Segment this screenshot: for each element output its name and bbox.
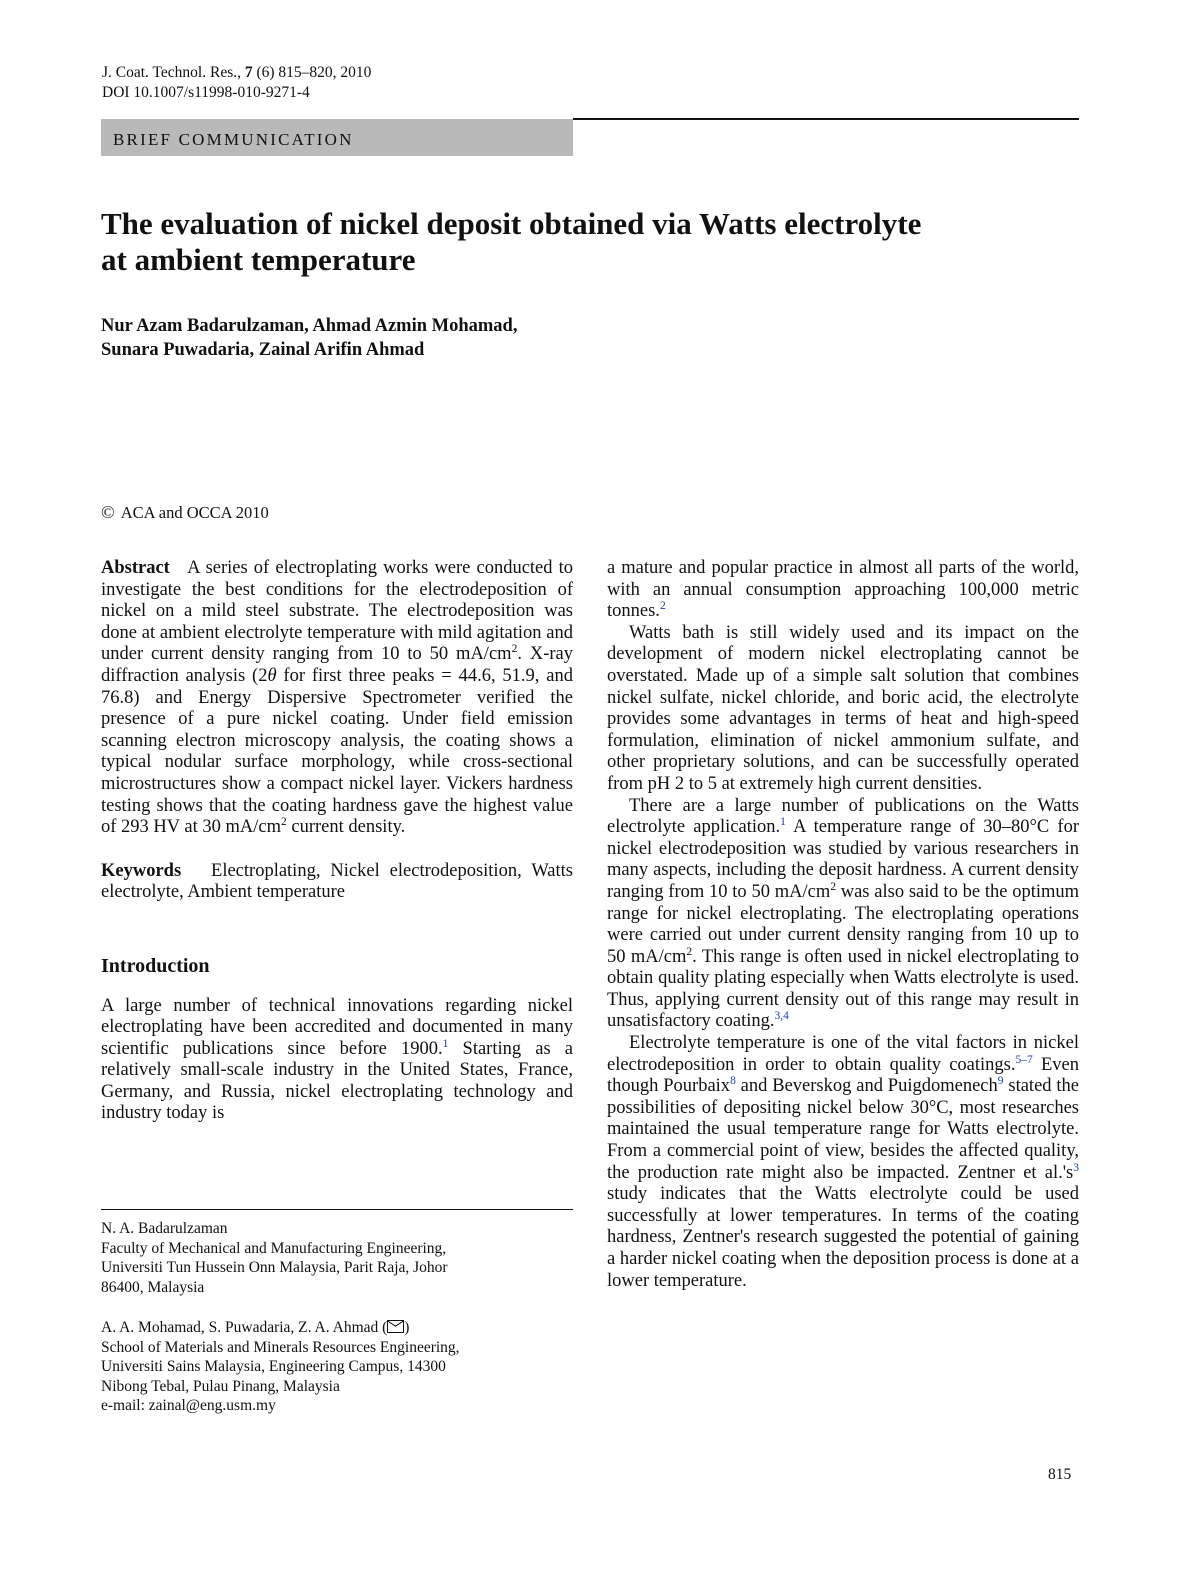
author-list: Nur Azam Badarulzaman, Ahmad Azmin Mohamad, Sunara Puwadaria, Zainal Arifin Ahmad (101, 316, 518, 360)
footnote-rule (101, 1209, 573, 1210)
paper-title: The evaluation of nickel deposit obtained via Watts electrolyte at ambient temperature (101, 206, 922, 277)
reference-link[interactable]: 1 (780, 815, 786, 828)
reference-link[interactable]: 1 (442, 1037, 449, 1050)
envelope-icon (387, 1320, 404, 1333)
reference-link[interactable]: 5–7 (1015, 1053, 1033, 1066)
intro-paragraph-4: Electrolyte temperature is one of the vital factors in nickel electrodeposition in order to obtain quality coatings.$^{5-7}$ Even though Pourbaix$^8$ and Beverskog and Puigdomenech$^9$ stated the possibilities of depositing nickel below 30°C, most researches maintained the usual temperature range for Watts electrolyte. From a commercial point of view, besides the affected quality, the production rate might also be impacted. Zentner et $al.'s^3$ study indicates that the Watts electrolyte could be used successfully at lower temperatures. In terms of the coating hardness, Zentner's research suggested the potential of gaining a harder nickel coating when the deposition process is done at a lower temperature. (607, 1033, 1079, 1291)
volume-number: 7 (244, 64, 253, 81)
reference-link[interactable]: 3,4 (774, 1010, 789, 1023)
header-rule (573, 118, 1079, 120)
journal-citation (102, 63, 371, 103)
author-email[interactable]: e-mail: zainal@eng.usm.my (101, 1397, 276, 1415)
reference-link[interactable]: 3 (1073, 1161, 1079, 1174)
copyright-icon: © (101, 502, 115, 522)
abstract-paragraph: Abstract A series of electroplating works were conducted to investigate the best conditions for the electrodeposition of nickel on a mild steel substrate. The electrodeposition was done at ambient electrolyte temperature with mild agitation and under current density ranging from 10 to 50 $mA/cm^2$. X-ray diffraction analysis (2θ for first three peaks = 44.6, 51.9, and 76.8) and Energy Dispersive Spectrometer verified the presence of a pure nickel coating. Under field emission scanning electron microscopy analysis, the coating shows a typical nodular surface morphology, while cross-sectional microstructures show a compact nickel layer. Vickers hardness testing shows that the coating hardness gave the highest value of 293 HV at 30 $mA/cm^2$ current density. (101, 558, 574, 838)
keywords-label: Keywords (101, 860, 182, 881)
doi-line[interactable]: DOI 10.1007/s11998-010-9271-4 (102, 84, 310, 101)
section-banner: BRIEF COMMUNICATION (101, 119, 573, 156)
intro-paragraph-3: There are a large number of publications on the Watts electrolyte application.$^1$ A temperature range of 30–80°C for nickel electrodeposition was studied by various researchers in many aspects, including the deposit hardness. A current density ranging from 10 to 50 $mA/cm^2$ was also said to be the optimum range for nickel electroplating. The electroplating operations were carried out under current density ranging from 10 up to 50 $mA/cm^2$. This range is often used in nickel electroplating to obtain quality plating especially when Watts electrolyte is used. Thus, applying current density out of this range may result in unsatisfactory coating.$^{3,4}$ (607, 795, 1079, 1032)
intro-paragraph-continued: a mature and popular practice in almost all parts of the world, with an annual consumption approaching 100,000 metric tonnes.$^2$ (607, 558, 1079, 622)
citation-line: J. Coat. Technol. Res., 7 (6) 815–820, 2010 (102, 64, 372, 81)
intro-paragraph-1: A large number of technical innovations regarding nickel electroplating have been accredited and documented in many scientific publications since before 1900.$^1$ Starting as a relatively small-scale industry in the United States, France, Germany, and Russia, nickel electroplating technology and industry today is (101, 995, 574, 1124)
copyright-notice: © ACA and OCCA 2010 (101, 502, 269, 522)
keywords-paragraph: Keywords Electroplating, Nickel electrodeposition, Watts electrolyte, Ambient temperature (101, 860, 573, 903)
abstract-label: Abstract (101, 558, 170, 578)
reference-link[interactable]: 2 (659, 600, 666, 613)
left-column (101, 558, 573, 1125)
affiliation-2: A. A. Mohamad, S. Puwadaria, Z. A. Ahmad ( ) School of Materials and Minerals Resources Engineering, Universiti Sains Malaysia, Engineering Campus, 14300 Nibong Tebal, Pulau Pinang, Malaysia e-mail: zainal@eng.usm.my (101, 1318, 573, 1416)
page-number: 815 (1048, 1466, 1072, 1483)
reference-link[interactable]: 9 (997, 1075, 1004, 1088)
right-column (607, 558, 1079, 1292)
reference-link[interactable]: 8 (730, 1075, 736, 1088)
affiliation-1: N. A. Badarulzaman Faculty of Mechanical and Manufacturing Engineering, Universiti Tun Hussein Onn Malaysia, Parit Raja, Johor 86400, Malaysia (101, 1220, 448, 1296)
intro-paragraph-2: Watts bath is still widely used and its impact on the development of modern nickel electroplating cannot be overstated. Made up of a simple salt solution that combines nickel sulfate, nickel chloride, and boric acid, the electrolyte provides some advantages in terms of heat and high-speed formulation, elimination of nickel ammonium sulfate, and other proprietary solutions, and can be successfully operated from pH 2 to 5 at extremely high current densities. (607, 622, 1079, 794)
introduction-heading: Introduction (101, 954, 210, 977)
